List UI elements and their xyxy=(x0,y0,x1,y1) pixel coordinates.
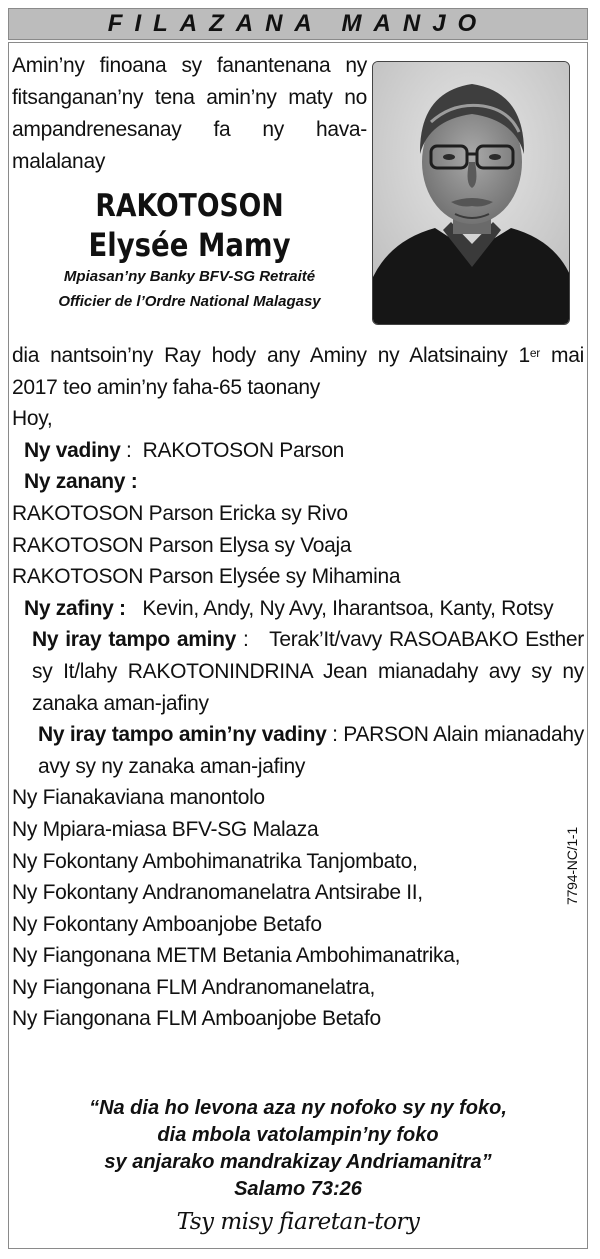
spouse-label: Ny vadiny xyxy=(24,438,121,462)
other-mourner: Ny Mpiara-miasa BFV-SG Malaza xyxy=(12,817,319,841)
announcement-text xyxy=(12,340,584,403)
quote-line: dia mbola vatolampin’ny foko xyxy=(157,1124,439,1146)
spouse-value: RAKOTOSON Parson xyxy=(142,438,345,462)
header-title: FILAZANA MANJO xyxy=(107,10,489,37)
bible-quote xyxy=(8,1095,588,1203)
spouse-separator: : xyxy=(120,438,143,462)
header-banner xyxy=(8,8,588,40)
his-family-label: Ny iray tampo aminy xyxy=(32,628,237,652)
other-mourner: Ny Fiangonana FLM Amboanjobe Betafo xyxy=(12,1007,381,1031)
reference-code: 7794-NC/1-1 xyxy=(564,827,580,905)
spouse-family-line xyxy=(12,719,584,782)
quote-line: sy anjarako mandrakizay Andriamanitra” xyxy=(104,1151,492,1173)
child-item: RAKOTOSON Parson Elysée sy Mihamina xyxy=(12,565,401,589)
deceased-role-bank: Mpiasan’ny Banky BFV-SG Retraité xyxy=(63,268,316,285)
notice-body xyxy=(12,340,590,1035)
other-mourner: Ny Fokontany Ambohimanatrika Tanjombato, xyxy=(12,849,418,873)
grandchildren-label: Ny zafiny : xyxy=(24,596,126,620)
child-item: RAKOTOSON Parson Elysa sy Voaja xyxy=(12,533,352,557)
other-mourner: Ny Fokontany Andranomanelatra Antsirabe II, xyxy=(12,881,423,905)
portrait-photo-icon xyxy=(373,62,570,325)
other-mourner: Ny Fokontany Amboanjobe Betafo xyxy=(12,912,322,936)
deceased-given-names: Elysée Mamy xyxy=(88,226,291,264)
spouse-line xyxy=(12,435,584,467)
grandchildren-line xyxy=(12,593,584,625)
his-family-value: : Terak’It/vavy RASOABAKO Esther sy It/lahy RAKOTONINDRINA Jean mianadahy avy sy ny zanaka aman-jafiny xyxy=(32,628,590,715)
other-mourner: Ny Fianakaviana manontolo xyxy=(12,786,265,810)
quote-line: “Na dia ho levona aza ny nofoko sy ny foko, xyxy=(89,1097,507,1119)
grandchildren-value: Kevin, Andy, Ny Avy, Iharantsoa, Kanty, Rotsy xyxy=(125,596,554,620)
spouse-family-label: Ny iray tampo amin’ny vadiny xyxy=(38,723,327,747)
his-family-line xyxy=(12,624,590,719)
announcement-start: dia nantsoin’ny Ray hody any Aminy ny Alatsinainy 1 xyxy=(12,344,530,367)
deceased-surname: RAKOTOSON xyxy=(95,188,284,224)
spouse-family-value: : PARSON Alain mianadahy avy sy ny zanaka aman-jafiny xyxy=(38,723,585,778)
children-label: Ny zanany : xyxy=(24,470,138,494)
deceased-role-order: Officier de l’Ordre National Malagasy xyxy=(58,293,321,310)
intro-text: Amin’ny finoana sy fanantenana ny fitsanganan’ny tena amin’ny maty no ampandrenesanay fa ny hava-malalanay xyxy=(12,54,367,173)
closing-line: Tsy misy fiaretan-tory xyxy=(176,1209,420,1235)
date-suffix: er xyxy=(529,346,540,360)
child-item: RAKOTOSON Parson Ericka sy Rivo xyxy=(12,501,348,525)
quote-source: Salamo 73:26 xyxy=(234,1178,362,1200)
announcement-end: mai 2017 teo amin’ny faha-65 taonany xyxy=(12,344,584,399)
portrait-photo xyxy=(372,61,570,325)
hoy-label: Hoy, xyxy=(12,407,53,431)
other-mourner: Ny Fiangonana METM Betania Ambohimanatrika, xyxy=(12,944,461,968)
other-mourner: Ny Fiangonana FLM Andranomanelatra, xyxy=(12,975,376,999)
